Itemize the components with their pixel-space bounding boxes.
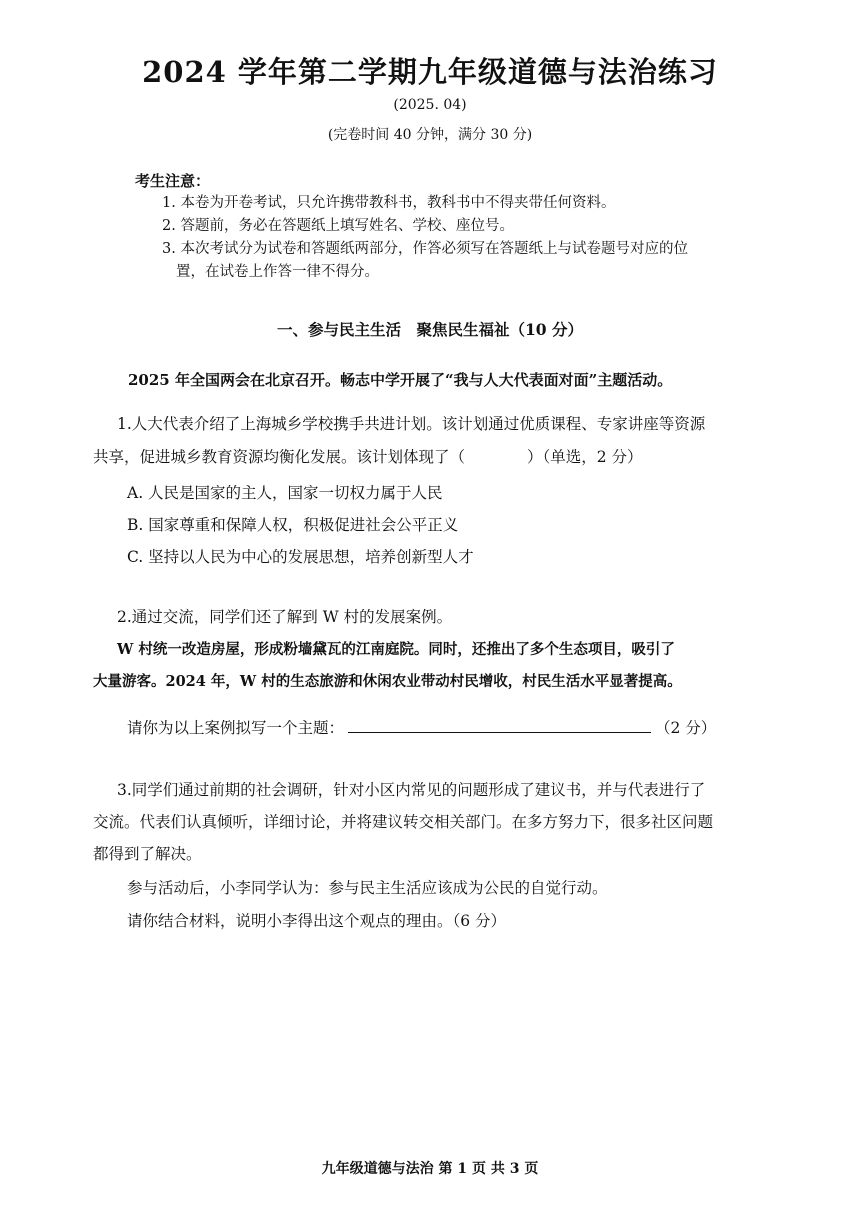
section-intro: 2025 年全国两会在北京召开。畅志中学开展了“我与人大代表面对面”主题活动。	[128, 371, 673, 389]
section-title: 一、参与民主生活 聚焦民生福祉（10 分）	[277, 320, 583, 339]
exam-title: 2024 学年第二学期九年级道德与法治练习	[142, 55, 718, 89]
notice-item: 2. 答题前，务必在答题纸上填写姓名、学校、座位号。	[162, 218, 514, 234]
question-2-prompt: 请你为以上案例拟写一个主题：	[127, 719, 345, 737]
exam-date: (2025. 04)	[393, 97, 467, 113]
notice-item: 置，在试卷上作答一律不得分。	[176, 264, 379, 280]
option-b: B. 国家尊重和保障人权，积极促进社会公平正义	[127, 516, 459, 534]
question-3-line-3: 都得到了解决。	[93, 845, 202, 863]
case-line-1: W 村统一改造房屋，形成粉墙黛瓦的江南庭院。同时，还推出了多个生态项目，吸引了	[117, 641, 675, 658]
option-c: C. 坚持以人民为中心的发展思想，培养创新型人才	[127, 548, 474, 566]
notice-item: 3. 本次考试分为试卷和答题纸两部分，作答必须写在答题纸上与试卷题号对应的位	[162, 241, 688, 257]
notice-item: 1. 本卷为开卷考试，只允许携带教科书，教科书中不得夹带任何资料。	[162, 195, 616, 211]
option-a: A. 人民是国家的主人，国家一切权力属于人民	[127, 484, 443, 502]
question-2-answer-row	[127, 716, 716, 738]
case-line-2: 大量游客。2024 年，W 村的生态旅游和休闲农业带动村民增收，村民生活水平显著提高。	[93, 673, 682, 690]
question-3-line-2: 交流。代表们认真倾听，详细讨论，并将建议转交相关部门。在多方努力下，很多社区问题	[93, 813, 714, 831]
question-2-score: （2 分）	[655, 719, 717, 737]
answer-blank[interactable]	[348, 716, 651, 733]
exam-time-score: (完卷时间 40 分钟，满分 30 分)	[327, 127, 533, 143]
question-3-line-1: 3.同学们通过前期的社会调研，针对小区内常见的问题形成了建议书，并与代表进行了	[117, 781, 706, 799]
page-footer: 九年级道德与法治 第 1 页 共 3 页	[321, 1161, 539, 1177]
notice-heading: 考生注意：	[135, 172, 211, 190]
question-2-stem: 2.通过交流，同学们还了解到 W 村的发展案例。	[117, 608, 453, 626]
question-1-line-2: 共享，促进城乡教育资源均衡化发展。该计划体现了（ ）（单选，2 分）	[93, 448, 643, 466]
question-3-line-5: 请你结合材料，说明小李得出这个观点的理由。（6 分）	[127, 912, 507, 930]
question-1-line-1: 1.人大代表介绍了上海城乡学校携手共进计划。该计划通过优质课程、专家讲座等资源	[117, 415, 706, 433]
question-3-line-4: 参与活动后，小李同学认为：参与民主生活应该成为公民的自觉行动。	[127, 879, 608, 897]
